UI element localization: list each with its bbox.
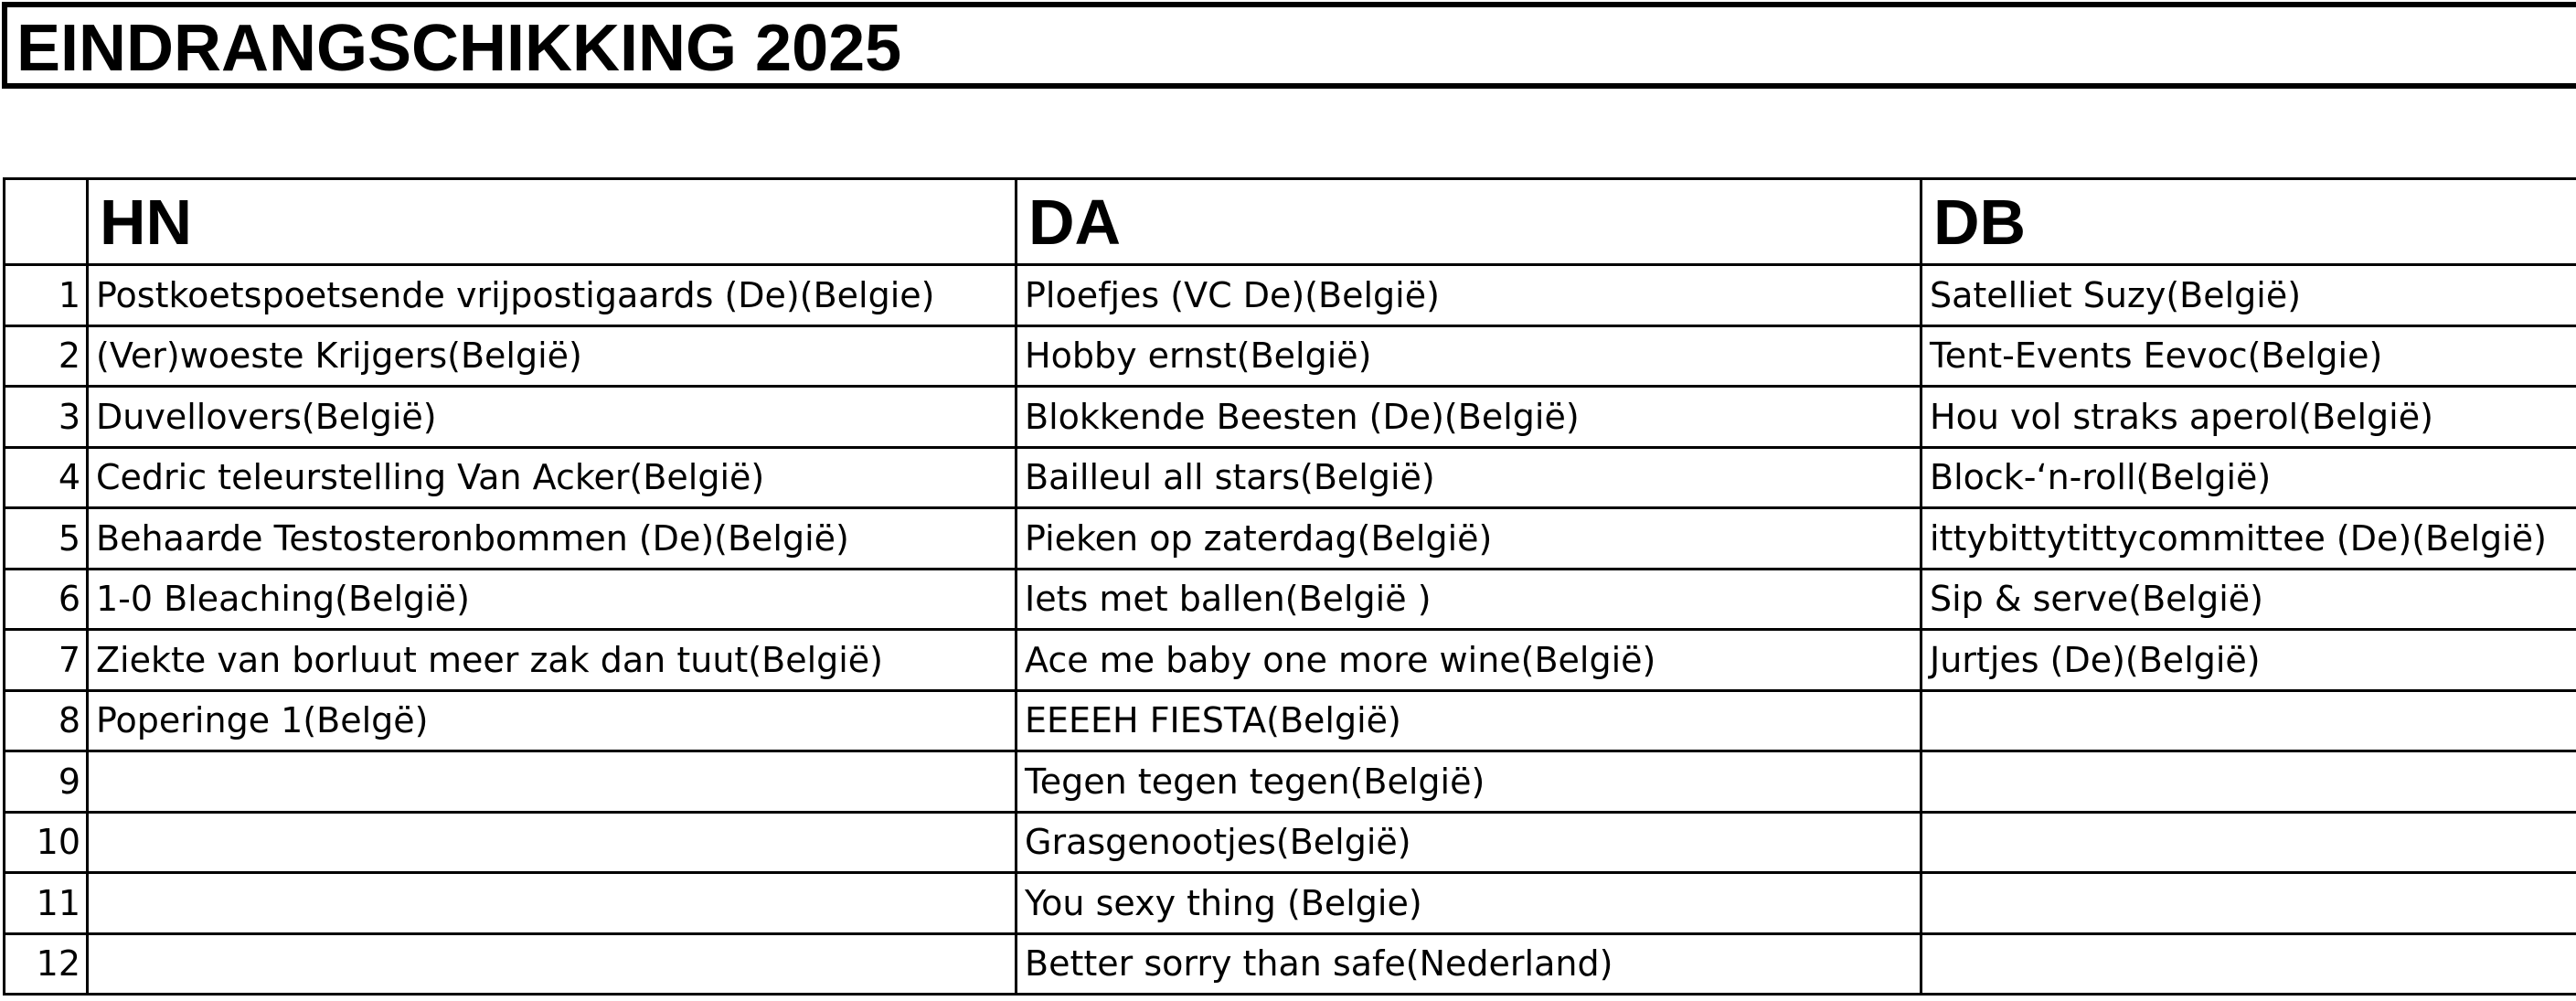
table-row [5, 387, 2576, 448]
ranking-table [3, 177, 2576, 996]
column-header-rank [5, 179, 88, 265]
da-team-cell: Hobby ernst(België) [1017, 325, 1921, 387]
db-team-cell [1921, 751, 2576, 813]
da-team-cell: Bailleul all stars(België) [1017, 447, 1921, 508]
table-row [5, 630, 2576, 691]
db-team-cell [1921, 690, 2576, 751]
rank-cell: 10 [5, 812, 88, 873]
column-header-da: DA [1017, 179, 1921, 265]
table-row [5, 690, 2576, 751]
hn-team-cell: Duvellovers(België) [88, 387, 1017, 448]
table-row [5, 933, 2576, 995]
hn-team-cell: (Ver)woeste Krijgers(België) [88, 325, 1017, 387]
db-team-cell: ittybittytittycommittee (De)(België) [1921, 508, 2576, 570]
rank-cell: 2 [5, 325, 88, 387]
table-row [5, 569, 2576, 630]
table-row [5, 508, 2576, 570]
db-team-cell [1921, 873, 2576, 934]
hn-team-cell [88, 751, 1017, 813]
rank-cell: 1 [5, 265, 88, 326]
rank-cell: 12 [5, 933, 88, 995]
rank-cell: 4 [5, 447, 88, 508]
db-team-cell: Block-‘n-roll(België) [1921, 447, 2576, 508]
table-row [5, 265, 2576, 326]
da-team-cell: Pieken op zaterdag(België) [1017, 508, 1921, 570]
da-team-cell: Better sorry than safe(Nederland) [1017, 933, 1921, 995]
db-team-cell [1921, 933, 2576, 995]
title-box [2, 2, 2576, 89]
da-team-cell: You sexy thing (Belgie) [1017, 873, 1921, 934]
db-team-cell: Jurtjes (De)(België) [1921, 630, 2576, 691]
table-header-row [5, 179, 2576, 265]
db-team-cell: Hou vol straks aperol(België) [1921, 387, 2576, 448]
table-row [5, 325, 2576, 387]
page-title: EINDRANGSCHIKKING 2025 [16, 12, 902, 85]
table-row [5, 873, 2576, 934]
column-header-hn: HN [88, 179, 1017, 265]
db-team-cell: Tent-Events Eevoc(Belgie) [1921, 325, 2576, 387]
table-row [5, 447, 2576, 508]
hn-team-cell: 1-0 Bleaching(België) [88, 569, 1017, 630]
rank-cell: 6 [5, 569, 88, 630]
da-team-cell: Grasgenootjes(België) [1017, 812, 1921, 873]
db-team-cell: Sip & serve(België) [1921, 569, 2576, 630]
da-team-cell: Ploefjes (VC De)(België) [1017, 265, 1921, 326]
db-team-cell [1921, 812, 2576, 873]
rank-cell: 5 [5, 508, 88, 570]
rank-cell: 8 [5, 690, 88, 751]
hn-team-cell: Postkoetspoetsende vrijpostigaards (De)(Belgie) [88, 265, 1017, 326]
db-team-cell: Satelliet Suzy(België) [1921, 265, 2576, 326]
hn-team-cell [88, 812, 1017, 873]
hn-team-cell: Ziekte van borluut meer zak dan tuut(België) [88, 630, 1017, 691]
rank-cell: 7 [5, 630, 88, 691]
rank-cell: 3 [5, 387, 88, 448]
column-header-db: DB [1921, 179, 2576, 265]
da-team-cell: Blokkende Beesten (De)(België) [1017, 387, 1921, 448]
hn-team-cell: Poperinge 1(Belgë) [88, 690, 1017, 751]
da-team-cell: Iets met ballen(België ) [1017, 569, 1921, 630]
da-team-cell: EEEEH FIESTA(België) [1017, 690, 1921, 751]
hn-team-cell [88, 933, 1017, 995]
da-team-cell: Tegen tegen tegen(België) [1017, 751, 1921, 813]
da-team-cell: Ace me baby one more wine(België) [1017, 630, 1921, 691]
hn-team-cell [88, 873, 1017, 934]
hn-team-cell: Cedric teleurstelling Van Acker(België) [88, 447, 1017, 508]
table-row [5, 751, 2576, 813]
table-row [5, 812, 2576, 873]
hn-team-cell: Behaarde Testosteronbommen (De)(België) [88, 508, 1017, 570]
rank-cell: 9 [5, 751, 88, 813]
rank-cell: 11 [5, 873, 88, 934]
